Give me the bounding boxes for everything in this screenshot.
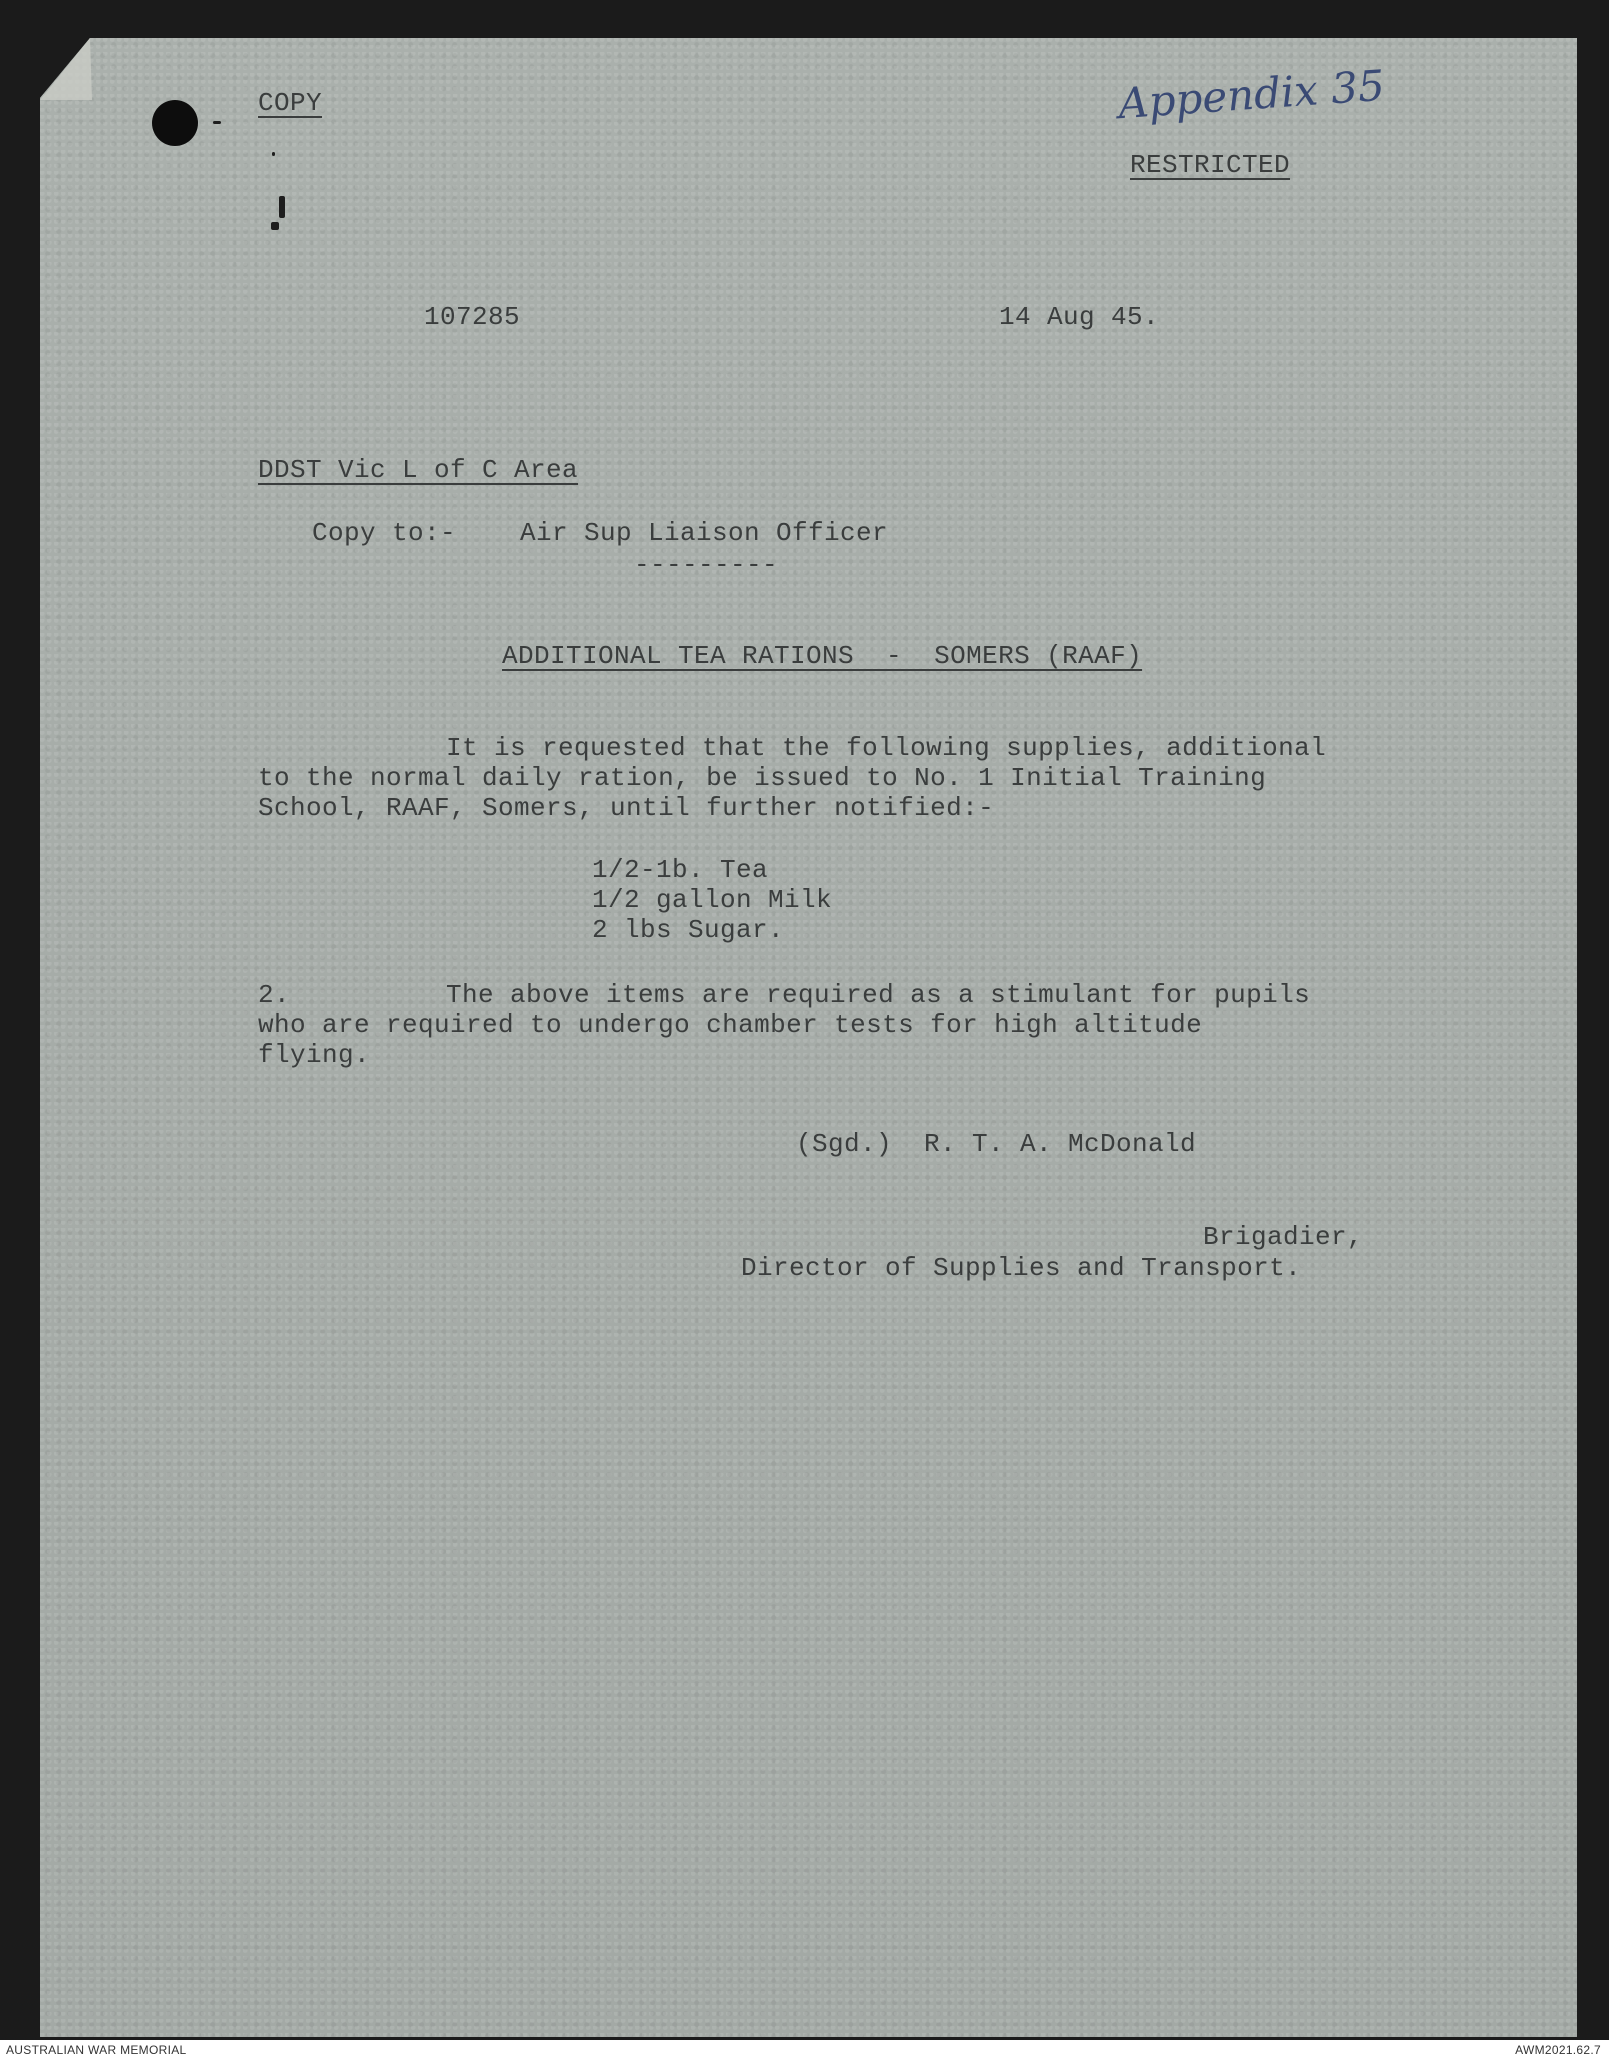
signatory-rank: Brigadier, bbox=[1203, 1222, 1364, 1252]
para1-line: School, RAAF, Somers, until further notified:- bbox=[258, 793, 995, 823]
ration-item: 1/2-1b. Tea bbox=[592, 855, 769, 885]
document-date: 14 Aug 45. bbox=[999, 302, 1160, 332]
classification-label: RESTRICTED bbox=[1130, 150, 1291, 180]
dash-rule: --------- bbox=[634, 550, 779, 580]
signatory-title: Director of Supplies and Transport. bbox=[741, 1253, 1302, 1283]
footer-accession-number: AWM2021.62.7 bbox=[1515, 2043, 1601, 2057]
ink-speck bbox=[213, 121, 221, 124]
ration-item: 1/2 gallon Milk bbox=[592, 885, 833, 915]
footer-institution: AUSTRALIAN WAR MEMORIAL bbox=[6, 2043, 187, 2057]
ration-item: 2 lbs Sugar. bbox=[592, 915, 785, 945]
para1-line: It is requested that the following supplies, additional bbox=[446, 733, 1327, 763]
copy-to-prefix: Copy to:- bbox=[312, 518, 457, 548]
para2-line: The above items are required as a stimulant for pupils bbox=[446, 980, 1311, 1010]
addressee-to: DDST Vic L of C Area bbox=[258, 455, 579, 485]
para2-line: who are required to undergo chamber tests for high altitude bbox=[258, 1010, 1203, 1040]
ink-speck bbox=[271, 222, 279, 230]
copy-to-recipient: Air Sup Liaison Officer bbox=[520, 518, 889, 548]
punch-hole-icon bbox=[152, 100, 198, 146]
footer-strip bbox=[0, 2040, 1609, 2061]
folded-corner bbox=[40, 38, 92, 100]
copy-label: COPY bbox=[258, 88, 323, 118]
para2-number: 2. bbox=[258, 980, 291, 1010]
para1-line: to the normal daily ration, be issued to No. 1 Initial Training bbox=[258, 763, 1267, 793]
handwritten-appendix-note: Appendix 35 bbox=[1116, 60, 1387, 129]
reference-number: 107285 bbox=[424, 302, 521, 332]
subject-heading: ADDITIONAL TEA RATIONS - SOMERS (RAAF) bbox=[502, 641, 1143, 671]
signature-line: (Sgd.) R. T. A. McDonald bbox=[796, 1129, 1197, 1159]
ink-speck bbox=[279, 196, 285, 218]
para2-line: flying. bbox=[258, 1040, 371, 1070]
ink-speck bbox=[272, 152, 275, 156]
